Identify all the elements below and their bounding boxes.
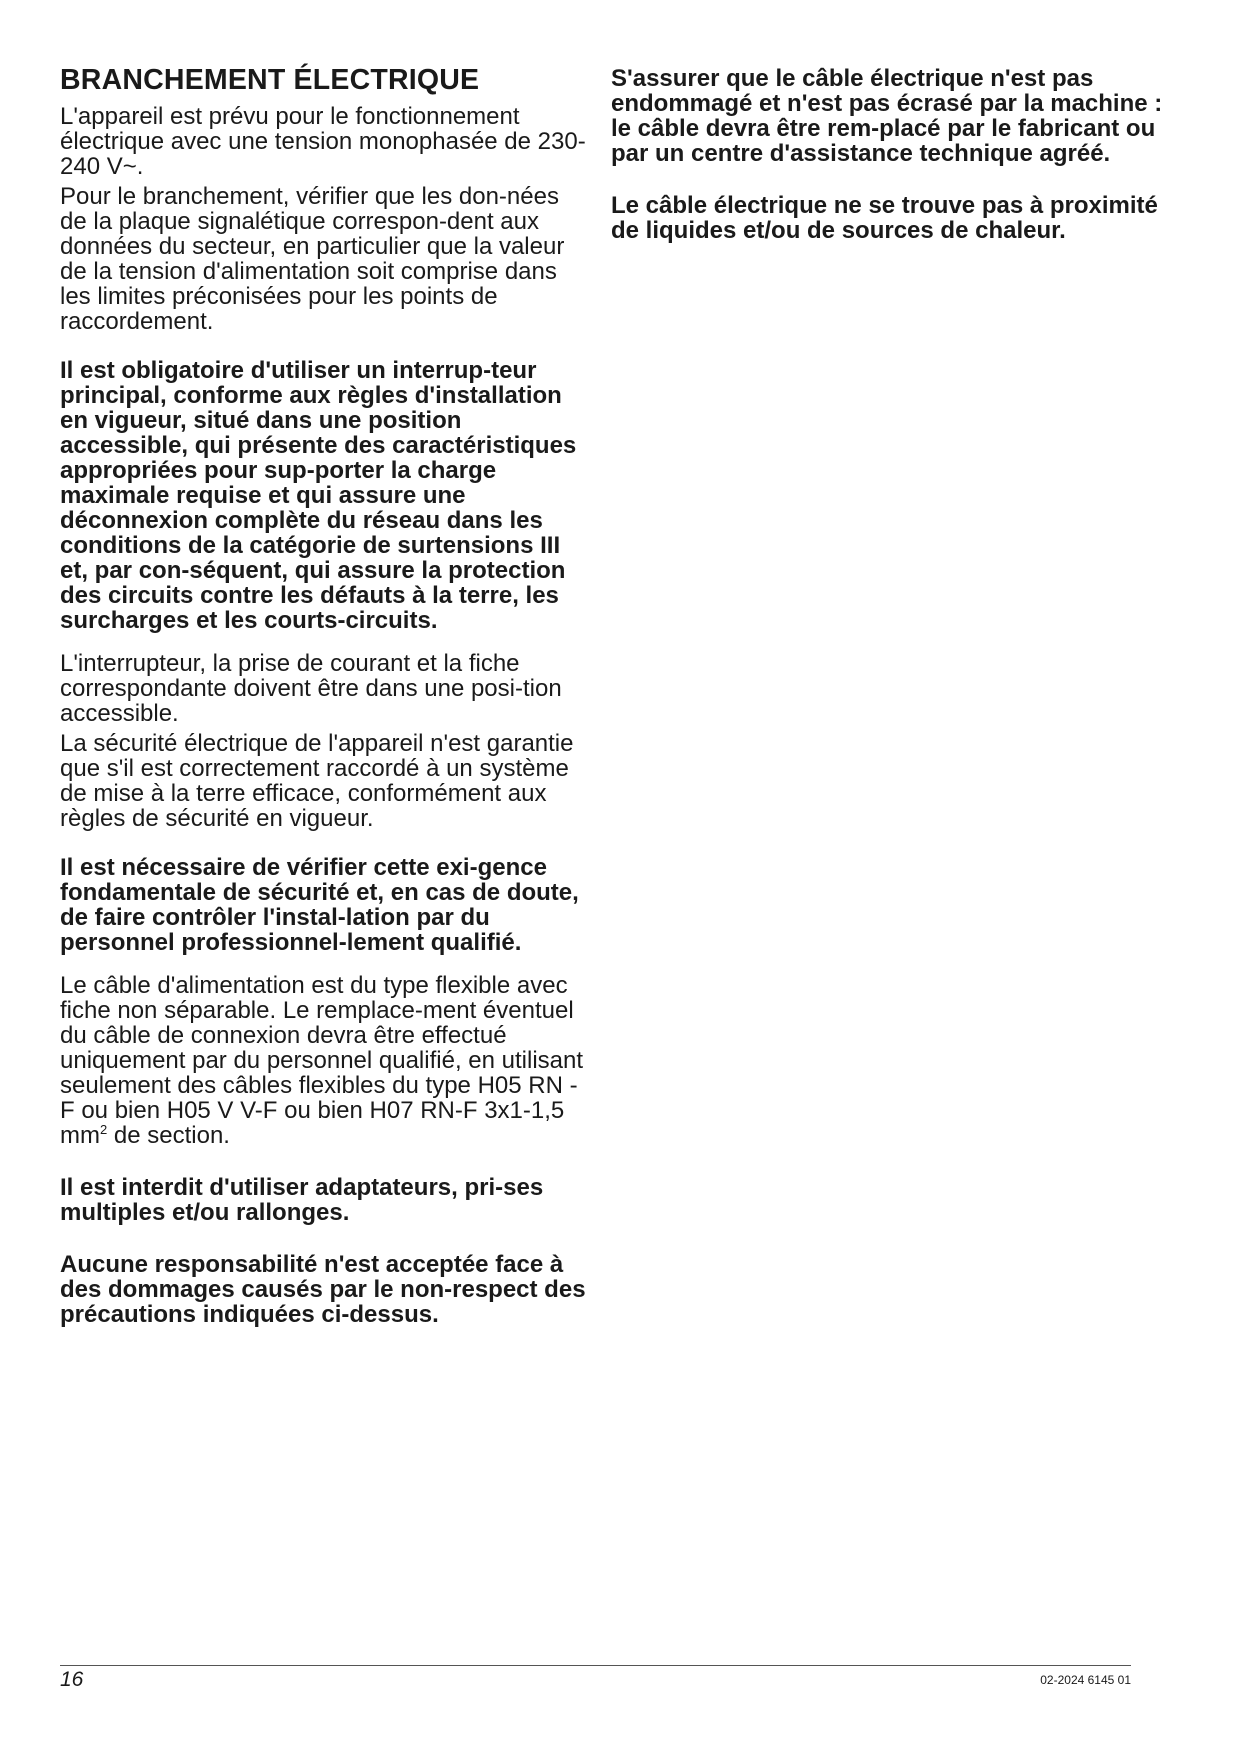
superscript-2: 2 bbox=[99, 1122, 108, 1137]
accessibility-paragraph: L'interrupteur, la prise de courant et la fiche correspondante doivent être dans une posi-tion accessible. bbox=[60, 650, 562, 727]
cable-damage-warning: S'assurer que le câble électrique n'est pas endommagé et n'est pas écrasé par la machine : le câble devra être rem-placé par le fabricant ou par un centre d'assistance technique agréé. bbox=[611, 65, 1163, 167]
right-column bbox=[611, 66, 1171, 243]
main-switch-warning: Il est obligatoire d'utiliser un interrup-teur principal, conforme aux règles d'installation en vigueur, situé dans une position accessible, qui présente des caractéristiques appropriées pour sup-porter la charge maximale requise et qui assure une déconnexion complète du réseau dans les conditions de la catégorie de surtensions III et, par con-séquent, qui assure la protection des circuits contre les défauts à la terre, les surcharges et les courts-circuits. bbox=[60, 357, 577, 634]
left-column bbox=[60, 62, 588, 1327]
liability-warning: Aucune responsabilité n'est acceptée face à des dommages causés par le non-respect des précautions indiquées ci-dessus. bbox=[60, 1251, 586, 1328]
safety-check-warning: Il est nécessaire de vérifier cette exi-gence fondamentale de sécurité et, en cas de doute, de faire contrôler l'instal-lation par du personnel professionnel-lement qualifié. bbox=[60, 854, 579, 956]
section-title: BRANCHEMENT ÉLECTRIQUE bbox=[60, 64, 480, 96]
voltage-paragraph: L'appareil est prévu pour le fonctionnement électrique avec une tension monophasée de 230-240 V~. bbox=[60, 103, 586, 180]
heat-source-warning: Le câble électrique ne se trouve pas à proximité de liquides et/ou de sources de chaleur. bbox=[611, 192, 1158, 244]
adapters-warning: Il est interdit d'utiliser adaptateurs, pri-ses multiples et/ou rallonges. bbox=[60, 1174, 544, 1226]
earthing-paragraph: La sécurité électrique de l'appareil n'est garantie que s'il est correctement raccordé à un système de mise à la terre efficace, conformément aux règles de sécurité en vigueur. bbox=[60, 730, 574, 832]
document-code: 02-2024 6145 01 bbox=[1040, 1673, 1131, 1687]
page-number: 16 bbox=[60, 1668, 84, 1691]
footer-divider bbox=[60, 1665, 1131, 1666]
cable-paragraph bbox=[60, 973, 588, 1148]
connection-check-paragraph: Pour le branchement, vérifier que les don-nées de la plaque signalétique correspon-dent aux données du secteur, en particulier que la valeur de la tension d'alimentation soit comprise dans les limites préconisées pour les points de raccordement. bbox=[60, 183, 565, 335]
cable-text: Le câble d'alimentation est du type flexible avec fiche non séparable. Le remplace-ment éventuel du câble de connexion devra être effectué uniquement par du personnel qualifié, en utilisant seulement des câbles flexibles du type H05 RN - F ou bien H05 V V-F ou bien H07 RN-F 3x1-1,5 mm bbox=[60, 972, 584, 1149]
cable-text-end: de section. bbox=[107, 1122, 230, 1149]
